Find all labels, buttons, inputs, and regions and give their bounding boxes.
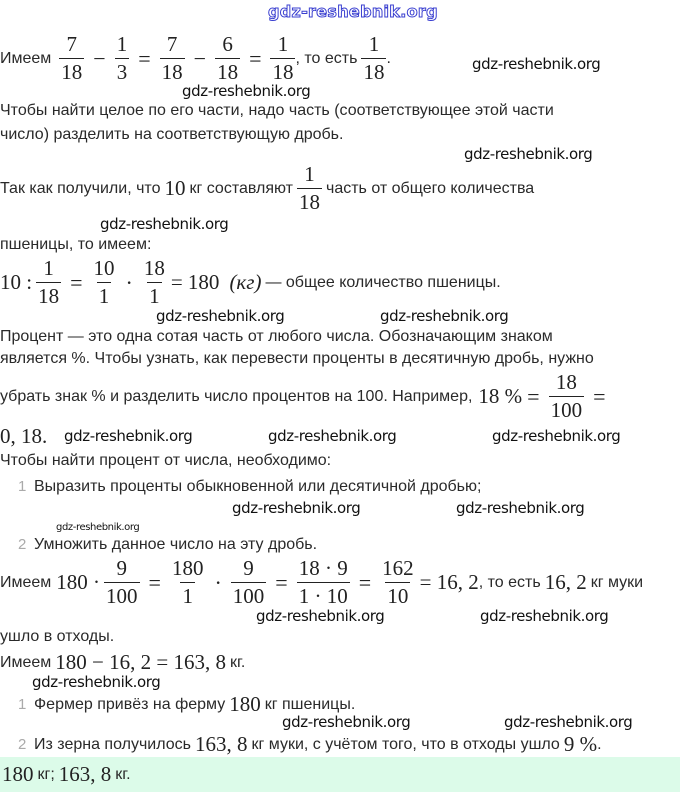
paragraph-line: число) разделить на соответствующую дробь. <box>0 126 344 143</box>
operator: = <box>138 45 151 71</box>
math-value: 180 − 16, 2 = 163, 8 <box>55 650 226 674</box>
paragraph-line <box>0 164 534 213</box>
math-value: 10 <box>164 176 186 200</box>
denominator: 18 <box>61 60 83 84</box>
fraction <box>231 558 267 607</box>
operator: − <box>93 45 106 71</box>
numerator: 9 <box>116 556 128 580</box>
denominator: 10 <box>387 584 409 608</box>
denominator: 18 <box>272 60 294 84</box>
list-item <box>18 478 481 496</box>
denominator: 1 <box>182 584 193 608</box>
fraction <box>297 558 350 607</box>
text: кг составляют <box>189 179 293 197</box>
list-text: Фермер привёз на ферму <box>34 695 226 713</box>
list-item <box>18 732 602 757</box>
fraction <box>170 558 206 607</box>
list-text: Из зерна получилось <box>34 735 191 753</box>
watermark: gdz-reshebnik.org <box>268 427 397 445</box>
fraction <box>270 34 295 83</box>
equation-line-3 <box>0 558 643 607</box>
watermark: gdz-reshebnik.org <box>282 713 411 731</box>
watermark: gdz-reshebnik.org <box>182 82 311 100</box>
denominator: 18 <box>363 60 385 84</box>
equation-line-1 <box>0 34 391 83</box>
numerator: 180 <box>171 556 204 580</box>
watermark: gdz-reshebnik.org <box>504 713 633 731</box>
paragraph-line: Чтобы найти целое по его части, надо часть (соответствующее этой части <box>0 102 554 119</box>
watermark: gdz-reshebnik.org <box>256 607 385 625</box>
math-value: 180 · <box>56 570 101 594</box>
watermark: gdz-reshebnik.org <box>456 499 585 517</box>
numerator: 1 <box>277 32 289 56</box>
math-value: = 16, 2 <box>419 570 479 594</box>
fraction <box>92 258 117 307</box>
fraction <box>549 372 585 421</box>
text: , то есть <box>478 573 541 591</box>
text: Так как получили, что <box>0 179 161 197</box>
text: кг. <box>115 765 131 783</box>
list-text: . <box>597 735 602 753</box>
watermark-top: gdz-reshebnik.org <box>268 2 438 21</box>
watermark: gdz-reshebnik.org <box>64 427 193 445</box>
denominator: 18 <box>161 60 183 84</box>
denominator: 18 <box>298 190 320 214</box>
numerator: 1 <box>116 32 128 56</box>
watermark: gdz-reshebnik.org <box>472 55 601 73</box>
operator: = <box>358 569 372 595</box>
numerator: 1 <box>43 256 54 280</box>
fraction <box>361 34 386 83</box>
list-text: кг муки, с учётом того, что в отходы ушло <box>251 735 560 753</box>
math-value: 163, 8 <box>194 732 248 756</box>
text: — общее количество пшеницы. <box>265 273 501 291</box>
numerator: 7 <box>66 32 78 56</box>
fraction <box>142 258 167 307</box>
text: кг. <box>229 653 246 671</box>
operator: = <box>593 383 606 409</box>
math-value: 180 <box>229 692 261 716</box>
text: , то есть <box>295 49 358 67</box>
numerator: 7 <box>166 32 178 56</box>
fraction <box>59 34 84 83</box>
math-value: 10 : <box>0 270 33 294</box>
denominator: 1 <box>149 284 160 308</box>
text: кг; <box>37 765 55 783</box>
watermark: gdz-reshebnik.org <box>56 522 140 533</box>
math-value: = 180 <box>170 270 220 294</box>
text: Имеем <box>0 573 52 591</box>
equation-line-4 <box>0 650 245 675</box>
operator: · <box>214 569 222 595</box>
paragraph-line <box>0 372 611 421</box>
text: кг муки <box>590 573 644 591</box>
numerator: 10 <box>93 256 115 280</box>
fraction <box>215 34 240 83</box>
denominator: 100 <box>550 398 583 422</box>
list-number: 2 <box>18 736 27 753</box>
numerator: 162 <box>382 556 414 580</box>
math-value: 0, 18. <box>0 424 48 448</box>
denominator: 1 · 10 <box>298 584 348 608</box>
math-value: 18 % <box>478 384 523 408</box>
text: убрать знак % и разделить число процентов на 100. Например, <box>0 387 473 405</box>
denominator: 18 <box>38 284 60 308</box>
denominator: 18 <box>217 60 239 84</box>
paragraph-line: ушло в отходы. <box>0 628 115 645</box>
watermark: gdz-reshebnik.org <box>464 145 593 163</box>
denominator: 100 <box>232 584 265 608</box>
denominator: 3 <box>116 60 128 84</box>
text: часть от общего количества <box>325 179 535 197</box>
watermark: gdz-reshebnik.org <box>156 307 285 325</box>
watermark: gdz-reshebnik.org <box>380 307 509 325</box>
numerator: 18 · 9 <box>298 556 348 580</box>
paragraph-line: Чтобы найти процент от числа, необходимо: <box>0 452 332 469</box>
operator: = <box>148 569 161 595</box>
fraction <box>36 258 61 307</box>
fraction <box>160 34 185 83</box>
numerator: 6 <box>222 32 233 56</box>
operator: = <box>275 569 288 595</box>
operator: = <box>70 269 83 295</box>
numerator: 18 <box>555 370 577 394</box>
list-number: 1 <box>18 696 27 713</box>
text: Имеем <box>0 49 52 67</box>
answer-box <box>0 757 680 792</box>
fraction <box>104 558 140 607</box>
watermark: gdz-reshebnik.org <box>492 427 621 445</box>
fraction <box>115 34 130 83</box>
operator: − <box>193 45 207 71</box>
watermark: gdz-reshebnik.org <box>100 215 229 233</box>
denominator: 100 <box>106 584 138 608</box>
watermark: gdz-reshebnik.org <box>480 607 609 625</box>
math-value: 163, 8 <box>58 762 112 786</box>
list-text: кг пшеницы. <box>264 695 356 713</box>
text: Имеем <box>0 653 52 671</box>
numerator: 9 <box>243 556 254 580</box>
watermark: gdz-reshebnik.org <box>232 499 361 517</box>
text: . <box>386 49 391 67</box>
watermark: gdz-reshebnik.org <box>32 673 161 691</box>
numerator: 1 <box>368 32 380 56</box>
equation-line-2 <box>0 258 501 307</box>
paragraph-line: Процент — это одна сотая часть от любого числа. Обозначающим знаком <box>0 328 553 345</box>
math-value: 180 <box>2 762 34 786</box>
list-number: 1 <box>18 478 27 495</box>
math-unit: (кг) <box>229 270 262 294</box>
paragraph-line: является %. Чтобы узнать, как перевести проценты в десятичную дробь, нужно <box>0 350 594 367</box>
operator: = <box>249 45 262 71</box>
denominator: 1 <box>98 284 110 308</box>
operator: · <box>125 269 133 295</box>
list-text: Выразить проценты обыкновенной или десятичной дробью; <box>34 478 482 495</box>
list-number: 2 <box>18 536 27 553</box>
list-text: Умножить данное число на эту дробь. <box>34 536 318 553</box>
numerator: 1 <box>304 162 315 186</box>
list-item <box>18 536 317 554</box>
paragraph-line: пшеницы, то имеем: <box>0 236 152 253</box>
fraction <box>380 558 416 607</box>
fraction <box>297 164 322 213</box>
operator: = <box>527 383 540 409</box>
math-value: 16, 2 <box>544 570 587 594</box>
math-value: 9 % <box>563 732 598 756</box>
numerator: 18 <box>143 256 165 280</box>
